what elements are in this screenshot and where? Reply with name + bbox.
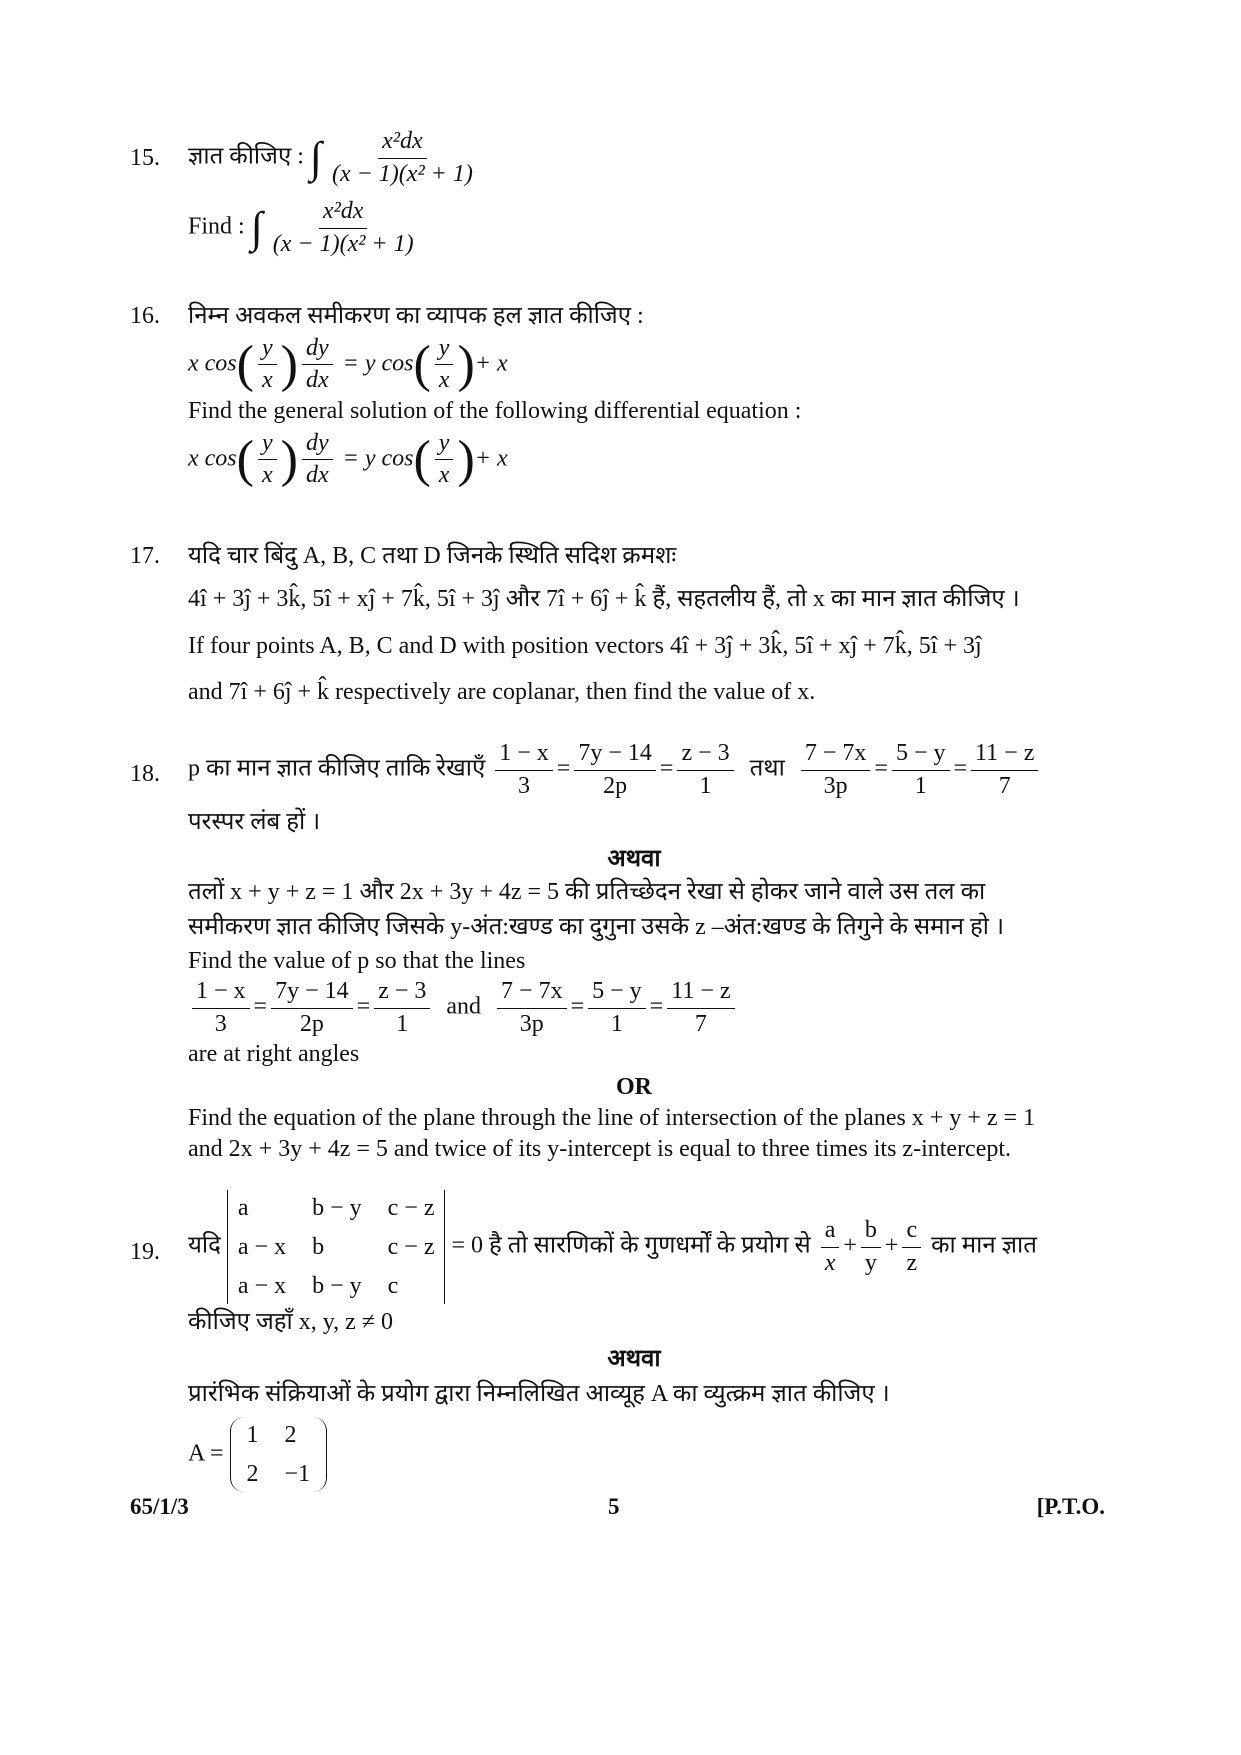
q18-hindi-line: p का मान ज्ञात कीजिए ताकि रेखाएँ $\frac{1 - x}{3}$ = $\frac{7y - 14}{2p}$ = $\frac{z - 3}{1}$ तथा $\frac{7 - 7x}{3p}$ = $\frac{5 - y}{1}$ = $\frac{11 - z}{7}$ [188, 740, 1080, 800]
q15-english-prefix: Find : [188, 213, 245, 240]
q19-matrix-line: A = 1 2 2 −1 [188, 1417, 1080, 1493]
q16-hindi-text: निम्न अवकल समीकरण का व्यापक हल ज्ञात कीजिए : [188, 303, 644, 329]
q15-fraction: $\frac{\text{x²dx}}{\text{(x − 1)(x² + 1)}}$ [331, 128, 473, 187]
q17-hindi-line-2: 4î + 3ĵ + 3k̂, 5î + xĵ + 7k̂, 5î + 3ĵ और 7î + 6ĵ + k̂ हैं, सहतलीय हैं, तो x का मान ज्ञात कीजिए । [188, 585, 1020, 612]
integral-sign: ∫ [250, 203, 263, 253]
q18-english-line-3: are at right angles [188, 1041, 360, 1068]
q19-hindi-line-2: कीजिए जहाँ x, y, z ≠ 0 [188, 1309, 393, 1336]
page-number: 5 [608, 1494, 620, 1519]
q17-english-line-2: and 7î + 6ĵ + k̂ respectively are coplanar, then find the value of x. [188, 679, 816, 706]
q18-or-hindi-line-2: समीकरण ज्ञात कीजिए जिसके y-अंत:खण्ड का दुगुना उसके z –अंत:खण्ड के तिगुने के समान हो । [188, 913, 1005, 940]
q15-hindi-prefix: ज्ञात कीजिए : [188, 143, 304, 170]
q16-english-text: Find the general solution of the following differential equation : [188, 397, 802, 424]
question-number: 19. [130, 1239, 160, 1265]
q18-english-equation: $\frac{1 - x}{3}$ = $\frac{7y - 14}{2p}$ = $\frac{z - 3}{1}$ and $\frac{7 - 7x}{3p}$ = $\frac{5 - y}{1}$ = $\frac{11 - z}{7}$ [188, 978, 1080, 1038]
q18-or-hindi-line-1: तलों x + y + z = 1 और 2x + 3y + 4z = 5 की प्रतिच्छेदन रेखा से होकर जाने वाले उस तल का [188, 878, 986, 905]
pto-label: [P.T.O. [1036, 1494, 1105, 1519]
question-number: 15. [130, 145, 160, 171]
q16-equation-hi: x cos( $\frac{y}{x}$ ) $\frac{dy}{dx}$ = y cos( $\frac{y}{x}$ )+ x [188, 334, 508, 394]
q17-hindi-line-1: यदि चार बिंदु A, B, C तथा D जिनके स्थिति सदिश क्रमशः [188, 543, 677, 569]
q15-hindi-line [188, 128, 1080, 188]
q15-english-line [188, 198, 1080, 258]
q18-hindi-suffix: परस्पर लंब हों । [188, 809, 321, 836]
determinant: a b − y c − z a − x b c − z a − x b − y c [227, 1190, 446, 1304]
q16-equation-en: x cos( $\frac{y}{x}$ ) $\frac{dy}{dx}$ = y cos( $\frac{y}{x}$ )+ x [188, 429, 508, 489]
integral-sign: ∫ [309, 133, 322, 183]
q18-english-line-1: Find the value of p so that the lines [188, 948, 526, 975]
q17-english-line-1: If four points A, B, C and D with position vectors 4î + 3ĵ + 3k̂, 5î + xĵ + 7k̂, 5î + 3ĵ [188, 632, 982, 659]
or-heading-hindi: अथवा [607, 1346, 661, 1373]
question-number: 16. [130, 303, 160, 329]
q15-fraction-en: $\frac{\text{x²dx}}{\text{(x − 1)(x² + 1)}}$ [272, 198, 414, 257]
q18-or-english-line-2: and 2x + 3y + 4z = 5 and twice of its y-intercept is equal to three times its z-intercept. [188, 1135, 1012, 1162]
q19-hindi-line: यदि a b − y c − z a − x b c − z a − x b − y c = 0 है तो सारणिकों के गुणधर्मों के प्रयोग से $\frac{a}{x}$ + $\frac{b}{y}$ + $\frac{c}{z}$ का मान ज्ञात [188, 1190, 1080, 1304]
question-number: 17. [130, 543, 160, 569]
question-number: 18. [130, 761, 160, 787]
q18-or-english-line-1: Find the equation of the plane through the line of intersection of the planes x + y + z = 1 [188, 1104, 1036, 1131]
q19-or-hindi-line: प्रारंभिक संक्रियाओं के प्रयोग द्वारा निम्नलिखित आव्यूह A का व्युत्क्रम ज्ञात कीजिए । [188, 1380, 890, 1407]
matrix-a: 1 2 2 −1 [230, 1417, 328, 1493]
or-heading-hindi: अथवा [607, 845, 661, 872]
or-heading-english: OR [616, 1074, 652, 1101]
paper-code: 65/1/3 [130, 1494, 189, 1519]
